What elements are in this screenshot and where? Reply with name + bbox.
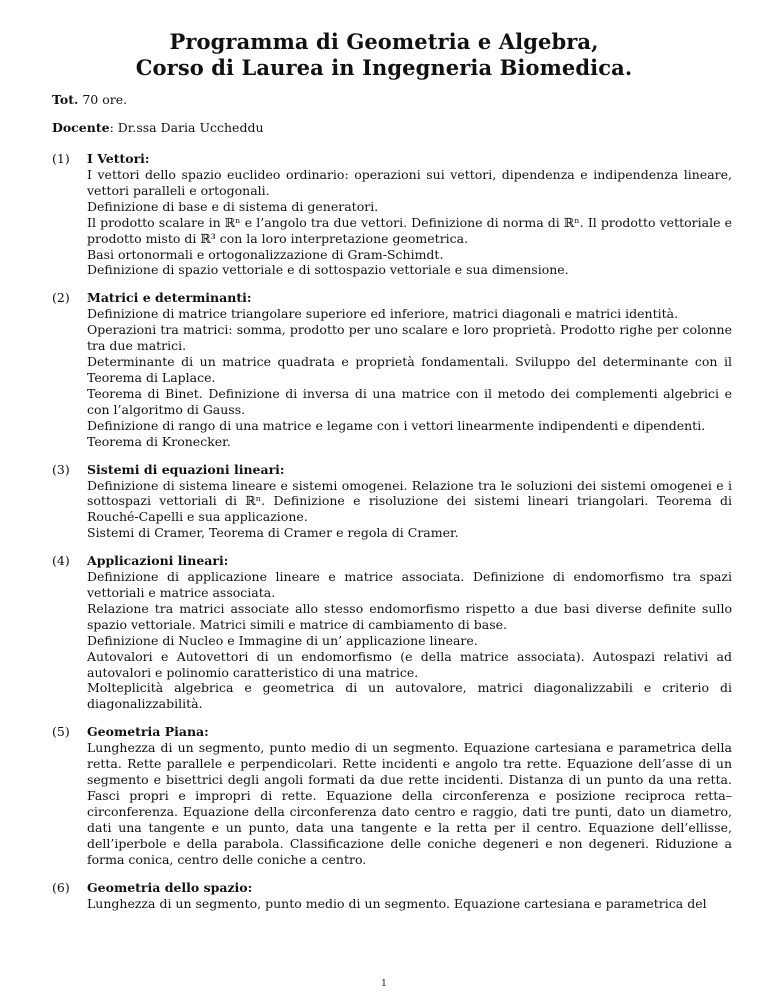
page-number: 1 bbox=[381, 979, 387, 989]
section-paragraph: Operazioni tra matrici: somma, prodotto per uno scalare e loro proprietà. Prodotto righe per colonne tra due matrici. bbox=[87, 322, 732, 354]
document-title-line-2: Corso di Laurea in Ingegneria Biomedica. bbox=[135, 55, 633, 80]
section-heading bbox=[52, 289, 732, 306]
syllabus-section bbox=[52, 552, 732, 712]
section-title: Matrici e determinanti: bbox=[87, 290, 252, 306]
total-hours-value: 70 ore. bbox=[82, 92, 128, 107]
section-paragraph: Definizione di base e di sistema di generatori. bbox=[87, 198, 379, 214]
section-paragraph: Molteplicità algebrica e geometrica di un autovalore, matrici diagonalizzabili e criterio di diagonalizzabilità. bbox=[87, 680, 732, 712]
section-number: (3) bbox=[52, 461, 70, 477]
syllabus-section bbox=[52, 289, 732, 449]
total-hours-label: Tot. bbox=[52, 92, 79, 107]
teacher-value: : Dr.ssa Daria Uccheddu bbox=[109, 120, 264, 135]
section-body bbox=[87, 896, 732, 912]
teacher-label: Docente bbox=[52, 120, 110, 135]
section-paragraph: Autovalori e Autovettori di un endomorfismo (e della matrice associata). Autospazi relativi ad autovalori e polinomio caratteristico di una matrice. bbox=[87, 648, 732, 680]
section-heading bbox=[52, 461, 732, 478]
section-number: (6) bbox=[52, 879, 70, 895]
section-title: Applicazioni lineari: bbox=[87, 553, 229, 569]
section-paragraph: Definizione di spazio vettoriale e di sottospazio vettoriale e sua dimensione. bbox=[87, 262, 569, 278]
syllabus-section bbox=[52, 879, 732, 912]
syllabus-section bbox=[52, 723, 732, 867]
section-paragraph: Relazione tra matrici associate allo stesso endomorfismo rispetto a due basi diverse definite sullo spazio vettoriale. Matrici simili e matrice di cambiamento di base. bbox=[87, 600, 732, 632]
teacher-line bbox=[52, 120, 264, 136]
section-paragraph: Sistemi di Cramer, Teorema di Cramer e regola di Cramer. bbox=[87, 525, 459, 541]
section-paragraph: Determinante di un matrice quadrata e proprietà fondamentali. Sviluppo del determinante con il Teorema di Laplace. bbox=[87, 354, 732, 385]
syllabus-section bbox=[52, 150, 732, 278]
document-title-line-1: Programma di Geometria e Algebra, bbox=[169, 29, 599, 54]
section-paragraph: Definizione di rango di una matrice e legame con i vettori linearmente indipendenti e dipendenti. bbox=[87, 417, 706, 433]
total-hours bbox=[52, 92, 127, 108]
section-paragraph: Teorema di Binet. Definizione di inversa di una matrice con il metodo dei complementi algebrici e con l’algoritmo di Gauss. bbox=[87, 385, 732, 417]
section-paragraph: Definizione di Nucleo e Immagine di un’ applicazione lineare. bbox=[87, 632, 478, 648]
section-paragraph: Teorema di Kronecker. bbox=[87, 433, 231, 449]
section-number: (5) bbox=[52, 724, 70, 740]
section-paragraph: I vettori dello spazio euclideo ordinario: operazioni sui vettori, dipendenza e indipendenza lineare, vettori paralleli e ortogonali. bbox=[87, 167, 732, 198]
section-heading bbox=[52, 723, 732, 740]
section-title: I Vettori: bbox=[87, 151, 150, 166]
section-paragraph: Il prodotto scalare in ℝⁿ e l’angolo tra due vettori. Definizione di norma di ℝⁿ. Il prodotto vettoriale e prodotto misto di ℝ³ con la loro interpretazione geometrica. bbox=[87, 214, 732, 246]
section-body bbox=[87, 306, 732, 449]
section-title: Geometria dello spazio: bbox=[87, 879, 253, 895]
section-number: (2) bbox=[52, 290, 70, 306]
section-paragraph: Definizione di applicazione lineare e matrice associata. Definizione di endomorfismo tra spazi vettoriali e matrice associata. bbox=[87, 569, 732, 601]
section-title: Geometria Piana: bbox=[87, 724, 209, 740]
section-paragraph: Lunghezza di un segmento, punto medio di un segmento. Equazione cartesiana e parametrica del bbox=[87, 895, 707, 911]
section-paragraph: Definizione di sistema lineare e sistemi omogenei. Relazione tra le soluzioni dei sistemi omogenei e i sottospazi vettoriali di ℝⁿ. Definizione e risoluzione dei sistemi lineari triangolari. Teorema di Rouché-Capelli e sua applicazione. bbox=[87, 477, 732, 525]
section-title: Sistemi di equazioni lineari: bbox=[87, 461, 285, 477]
section-body bbox=[87, 569, 732, 712]
section-heading bbox=[52, 150, 732, 167]
syllabus-sections bbox=[52, 150, 732, 922]
section-paragraph: Definizione di matrice triangolare superiore ed inferiore, matrici diagonali e matrici identità. bbox=[87, 306, 679, 322]
section-body bbox=[87, 740, 732, 867]
section-heading bbox=[52, 879, 732, 896]
syllabus-section bbox=[52, 461, 732, 542]
section-heading bbox=[52, 552, 732, 569]
section-number: (1) bbox=[52, 151, 70, 166]
section-body bbox=[87, 167, 732, 278]
section-body bbox=[87, 478, 732, 542]
section-paragraph: Lunghezza di un segmento, punto medio di un segmento. Equazione cartesiana e parametrica della retta. Rette parallele e perpendicolari. Rette incidenti e angolo tra rette. Equazione dell’asse di un segmento e bisettrici degli angoli formati da due rette incidenti. Distanza di un punto da una retta. Fasci propri e impropri di rette. Equazione della circonferenza e posizione reciproca retta–circonferenza. Equazione della circonferenza dato centro e raggio, dati tre punti, dato un diametro, dati una tangente e un punto, data una tangente e la retta per il centro. Equazione dell’ellisse, dell’iperbole e della parabola. Classificazione delle coniche degeneri e non degeneri. Riduzione a forma conica, centro delle coniche a centro. bbox=[87, 740, 732, 867]
section-paragraph: Basi ortonormali e ortogonalizzazione di Gram-Schimdt. bbox=[87, 246, 444, 262]
section-number: (4) bbox=[52, 553, 70, 569]
